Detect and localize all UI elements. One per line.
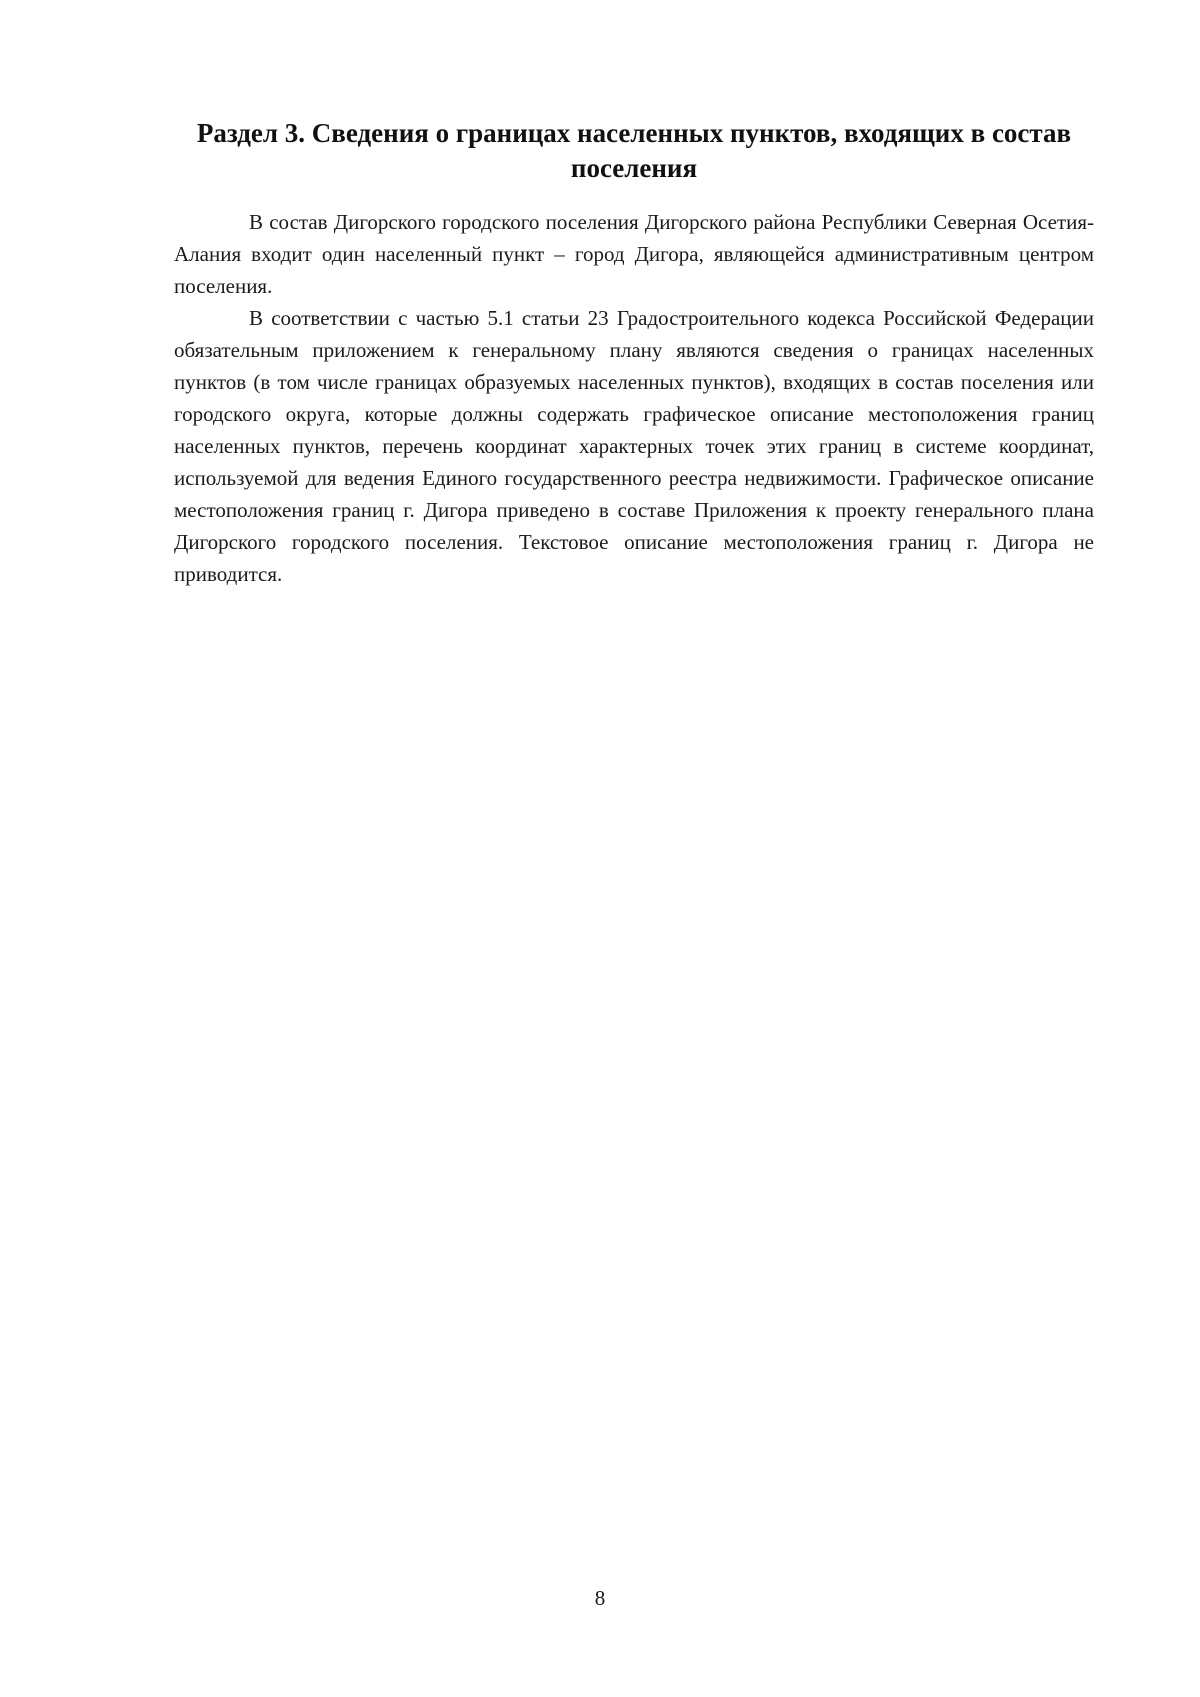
page-content: [174, 116, 1094, 590]
paragraph-composition: В состав Дигорского городского поселения Дигорского района Республики Северная Осетия-Алания входит один населенный пункт – город Дигора, являющейся административным центром поселения.: [174, 210, 1094, 298]
section-title: Раздел 3. Сведения о границах населенных пунктов, входящих в состав поселения: [196, 118, 1072, 183]
page-number: 8: [594, 1586, 606, 1610]
body-text: [174, 206, 1094, 590]
paragraph-boundaries-requirements: В соответствии с частью 5.1 статьи 23 Градостроительного кодекса Российской Федерации обязательным приложением к генеральному плану являются сведения о границах населенных пунктов (в том числе границах образуемых населенных пунктов), входящих в состав поселения или городского округа, которые должны содержать графическое описание местоположения границ населенных пунктов, перечень координат характерных точек этих границ в системе координат, используемой для ведения Единого государственного реестра недвижимости. Графическое описание местоположения границ г. Дигора приведено в составе Приложения к проекту генерального плана Дигорского городского поселения. Текстовое описание местоположения границ г. Дигора не приводится.: [174, 306, 1094, 586]
